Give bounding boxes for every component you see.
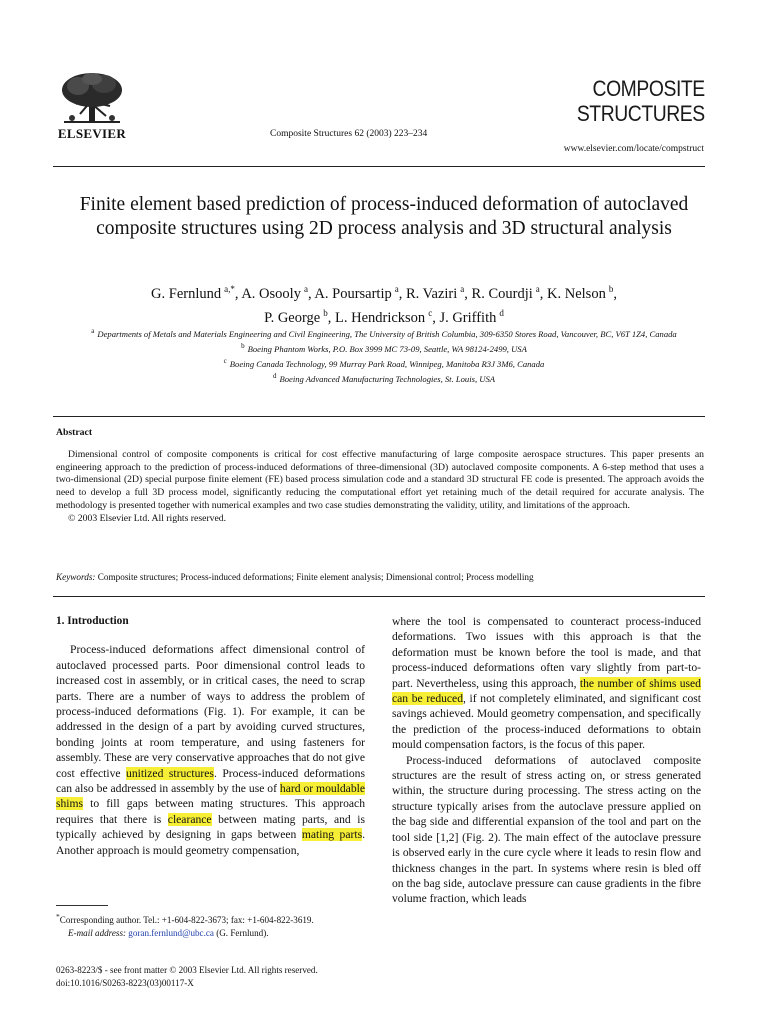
keywords-line [56,572,704,582]
author-affiliation-mark: a [460,284,465,294]
affiliation [56,340,712,355]
author-name: P. George [264,309,321,326]
affiliation-mark: a [91,327,95,335]
journal-reference: Composite Structures 62 (2003) 223–234 [270,129,428,139]
author-separator: , [307,285,315,302]
section-heading: 1. Introduction [56,615,129,627]
footnote-mark: * [56,912,60,921]
author-affiliation-mark: b [323,307,328,318]
affiliation-mark: c [223,357,227,366]
author-separator: , [464,285,472,302]
text-run: Process-induced deformations affect dimensional control of autoclaved processed parts. Poor dimensional control leads to increased cost in assembly, or in critical cases, the need to scrap parts. There are a number of ways to address the problem of process-induced deformations (Fig. 1). For example, it can be addressed in the design of a part by avoiding curved structures, bonding joints at room temperature, and using fasteners for assembly. These are very conservative approaches that do not give cost effective [56,643,365,780]
author-separator: , [432,309,440,326]
journal-brand [577,76,705,126]
affiliation [56,355,712,370]
affiliation-mark: b [241,342,245,351]
email-label: E-mail address: [68,927,127,938]
abstract-heading: Abstract [56,427,93,438]
footnote-divider [56,905,108,906]
left-column [56,614,365,858]
text-run: between mating parts, and is typically achieved by designing in gaps between [56,812,365,842]
footnote-text: Corresponding author. Tel.: +1-604-822-3673; fax: +1-604-822-3619. [59,915,314,926]
abstract-block [56,427,704,535]
journal-url[interactable]: www.elsevier.com/locate/compstruct [563,144,704,154]
highlight-unitized-structures: unitized structures [126,766,214,780]
author-separator: , [234,285,242,302]
intro-paragraph-1-cont [392,614,701,753]
intro-paragraph-1 [56,642,365,858]
issn-line: 0263-8223/$ - see front matter © 2003 Elsevier Ltd. All rights reserved. [56,965,318,975]
author-affiliation-mark: a [535,284,540,294]
text-run: where the tool is compensated to counteract process-induced deformations. Two issues with this approach is that the deformation must be known before the tool is made, and that process-induced deformations often vary slightly from part-to-part. Nevertheless, using this approach, [392,615,701,690]
highlight-shims: hard or mouldable shims [56,782,365,811]
affiliation-text: Departments of Metals and Materials Engineering and Civil Engineering, The University of British Columbia, 309-6350 Stores Road, Vancouver, BC, V6T 1Z4, Canada [97,328,677,339]
email-link[interactable]: goran.fernlund@ubc.ca [128,927,214,938]
copyright-notice: © 2003 Elsevier Ltd. All rights reserved. [68,512,227,524]
abstract-body: Dimensional control of composite components is critical for cost effective manufacturing of large composite aerospace structures. This paper presents an engineering approach to the prediction of process-induced deformations of three-dimensional (3D) autoclaved composite components. A 6-step method that uses a two-dimensional (2D) special purpose finite element (FE) based process simulation code and a standard 3D structural FE code is presented. The approach avoids the need to develop a full 3D process model, significantly reducing the computational effort yet retaining much of the detail required for accurate analysis. The methodology is presented together with numerical examples and two case studies demonstrating the validity, utility, and limitations of the approach. [56,448,704,511]
email-line [56,927,365,940]
affiliation-list [56,325,712,385]
author-affiliation-mark: c [428,307,433,318]
brand-line-2: STRUCTURES [577,101,705,126]
author-name: R. Courdji [471,285,533,302]
author-affiliation-mark: a [394,284,399,294]
tree-icon [56,70,128,126]
author-list [60,280,708,328]
author-affiliation-mark: a [303,284,308,294]
right-column [392,614,701,907]
affiliation-text: Boeing Canada Technology, 99 Murray Park Road, Winnipeg, Manitoba R3J 3M6, Canada [229,358,545,369]
abstract-bottom-divider [53,596,705,597]
footnote [56,911,365,939]
author-name: J. Griffith [439,309,497,326]
affiliation [56,370,712,385]
author-name: L. Hendrickson [334,309,426,326]
author-separator: , [539,285,548,302]
doi-line[interactable]: doi:10.1016/S0263-8223(03)00117-X [56,977,194,988]
keywords-label: Keywords: [56,572,96,582]
author-name: A. Osooly [241,285,301,302]
highlight-mating-parts: mating parts [301,828,363,842]
author-separator: , [327,309,335,326]
affiliation [56,325,712,340]
highlight-number-of-shims: the number of shims used can be reduced [392,676,701,706]
issn-block [56,964,318,989]
author-separator: , [398,285,406,302]
intro-paragraph-2: Process-induced deformations of autoclaved composite structures are the result of stress acting on, or stress generated within, the structure during processing. The stress acting on the structure typically arises from the autoclave pressure applied on the bag side and differential expansion of the tool and part on the tool side [1,2] (Fig. 2). The main effect of the autoclave pressure is observed early in the cure cycle where it leads to resin flow and thickness changes in the part. In systems where resin is bled off on the bag side, autoclave pressure can cause gradients in the fibre volume fraction, which leads [392,753,701,906]
header-divider [53,166,705,167]
corresponding-author-note [56,911,365,927]
author-affiliation-mark: b [608,284,614,294]
author-name: K. Nelson [547,285,606,302]
author-name: R. Vaziri [406,285,458,302]
highlight-clearance: clearance [167,812,212,826]
author-affiliation-mark: a,* [224,284,235,294]
page-header [0,0,768,170]
text-run: . Another approach is mould geometry compensation, [56,828,366,857]
brand-line-1: COMPOSITE [592,76,705,101]
author-affiliation-mark: d [499,307,504,318]
author-name: A. Poursartip [314,285,392,302]
text-run: , if not completely eliminated, and significant cost savings achieved. Mould geometry compensation, and specifically the prediction of the process-induced deformations to obtain mould compensation factors, is the focus of this paper. [392,692,701,752]
text-run: . Process-induced deformations can also be addressed in assembly by the use of [56,766,365,796]
elsevier-logo [56,70,128,141]
author-separator: , [613,285,617,302]
publisher-name: ELSEVIER [57,126,127,141]
text-run: to fill gaps between mating structures. This approach requires that there is [56,797,365,826]
email-suffix: (G. Fernlund). [213,927,269,938]
author-name: G. Fernlund [151,285,222,302]
keywords-text: Composite structures; Process-induced deformations; Finite element analysis; Dimensional control; Process modelling [97,572,534,582]
abstract-top-divider [53,416,705,417]
affiliation-mark: d [272,372,277,381]
paper-title: Finite element based prediction of process-induced deformation of autoclaved composite structures using 2D process analysis and 3D structural analysis [79,194,689,239]
affiliation-text: Boeing Advanced Manufacturing Technologies, St. Louis, USA [279,374,496,385]
affiliation-text: Boeing Phantom Works, P.O. Box 3999 MC 73-09, Seattle, WA 98124-2499, USA [247,343,527,354]
